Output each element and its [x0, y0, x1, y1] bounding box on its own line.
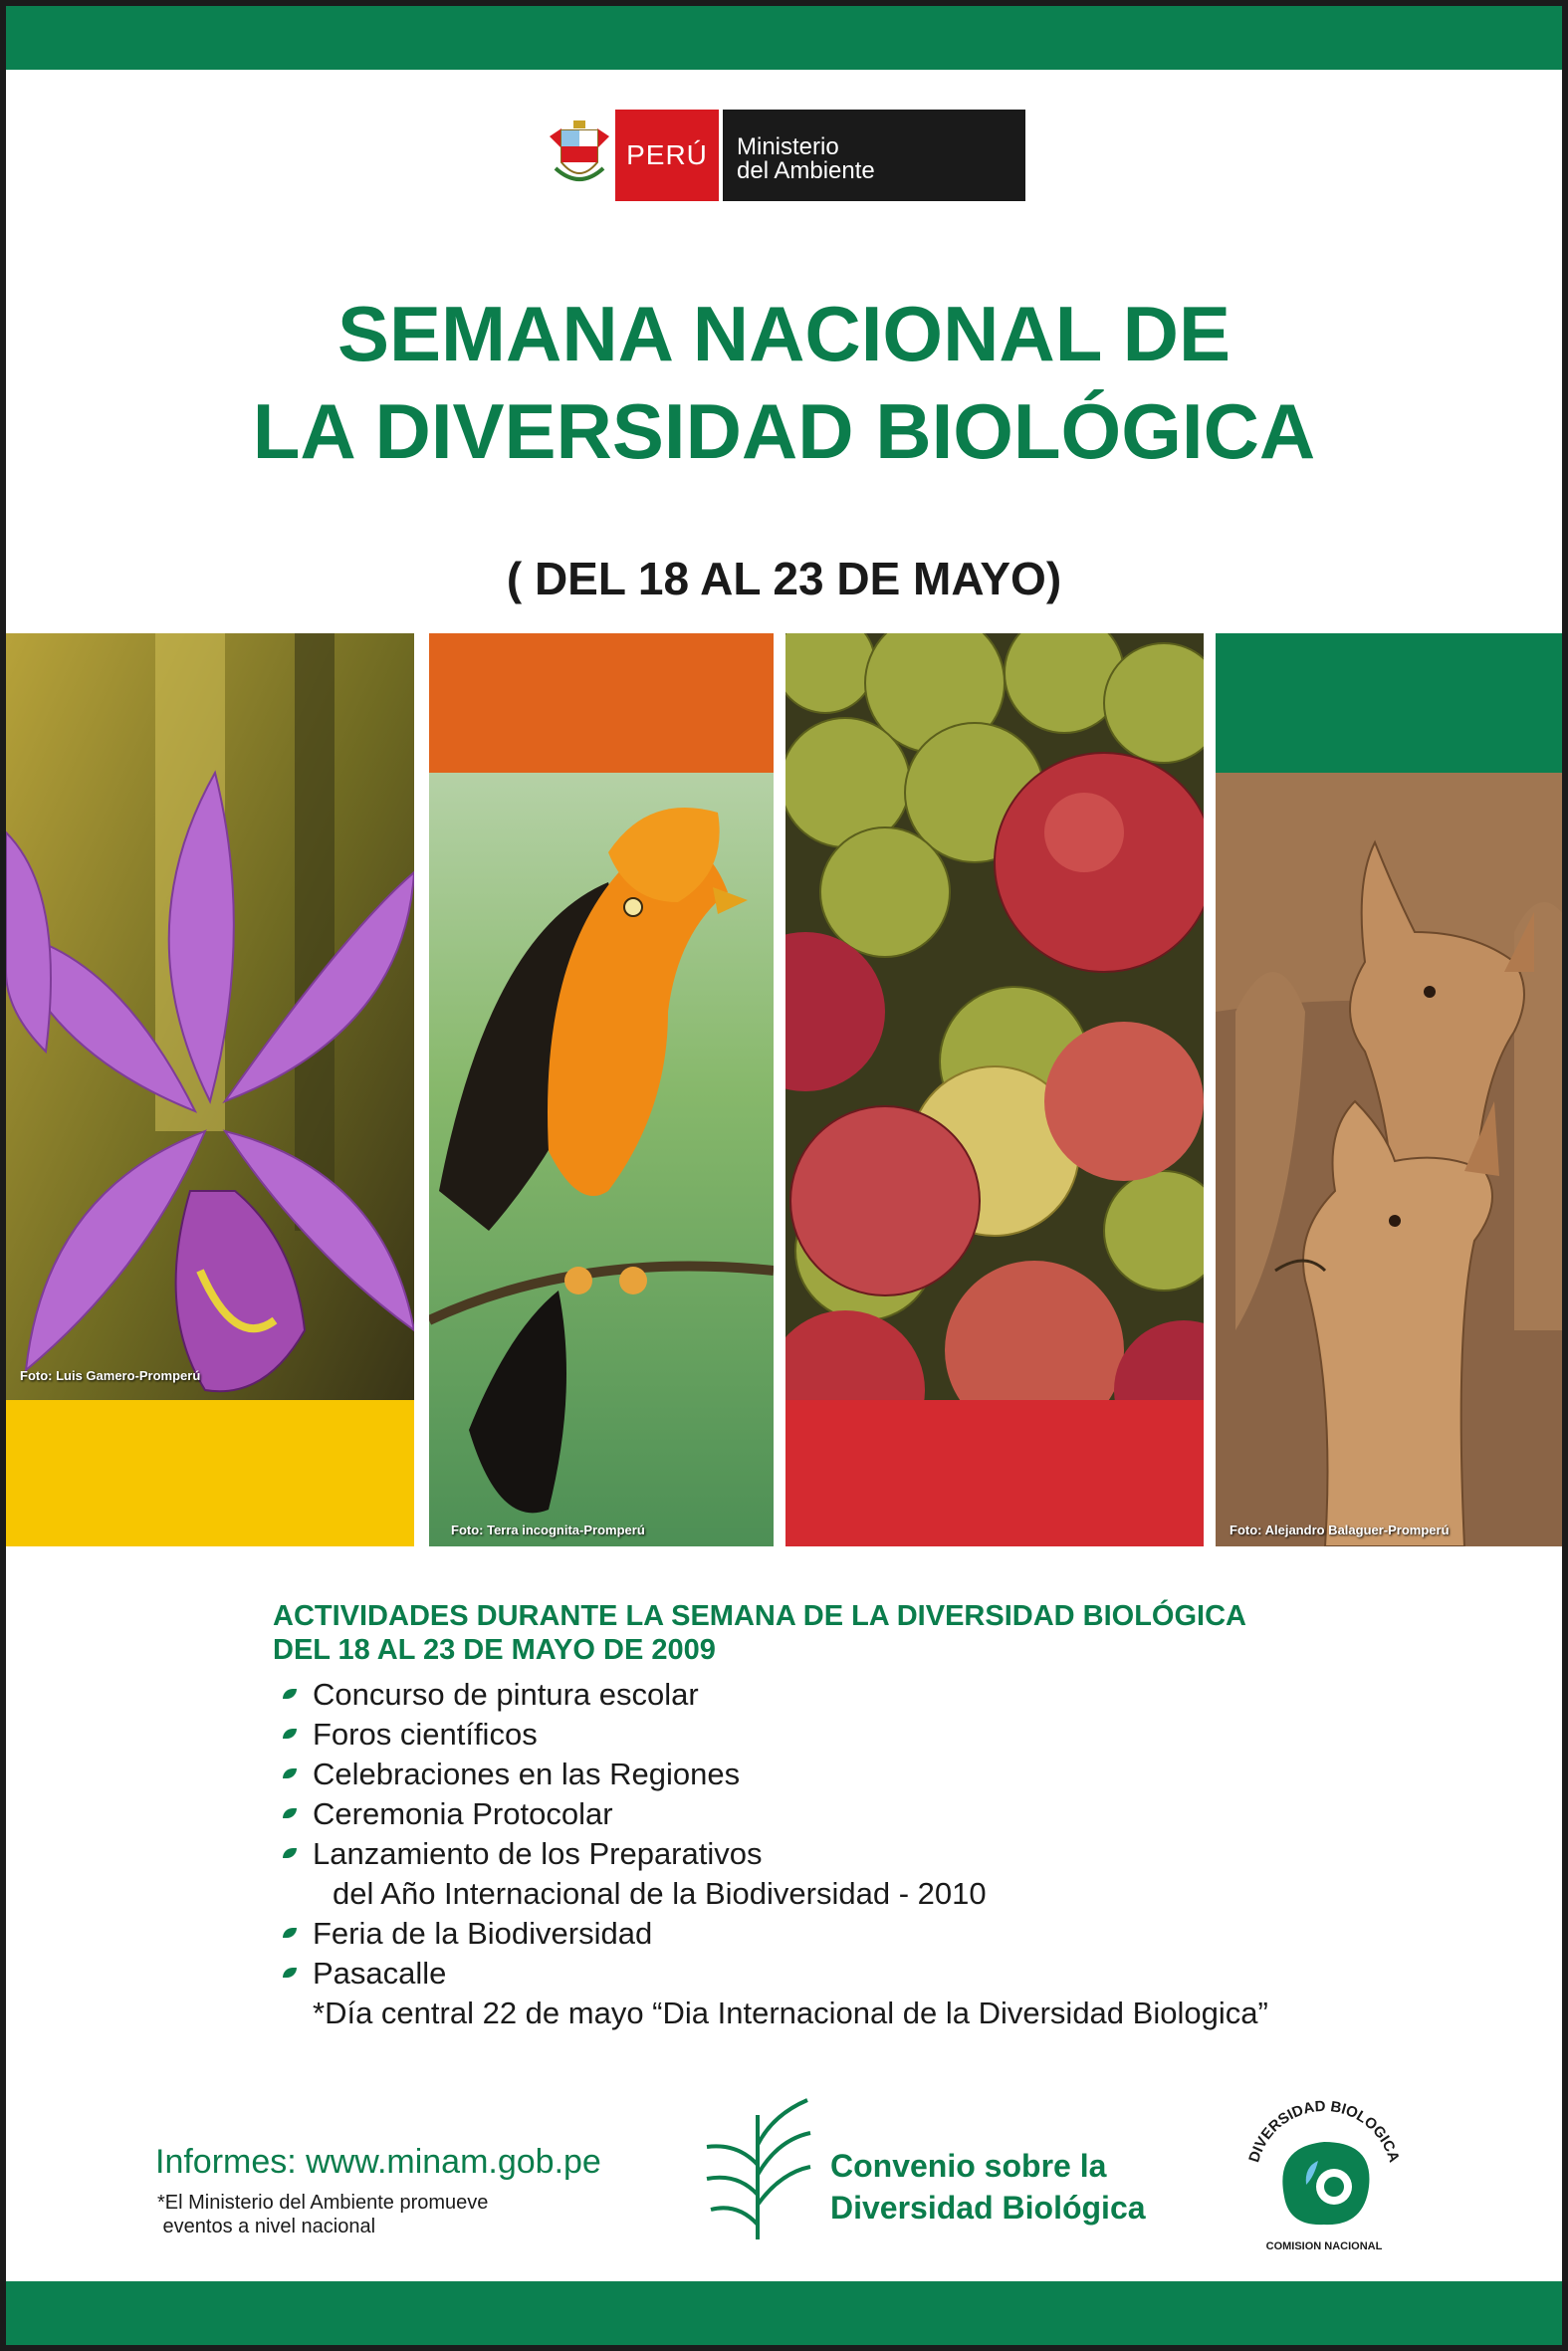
ministry-logo [544, 110, 1025, 201]
svg-text:DIVERSIDAD BIOLOGICA: DIVERSIDAD BIOLOGICA [1245, 2097, 1403, 2165]
leaf-bullet-icon [283, 1808, 297, 1818]
cbd-plant-icon [703, 2095, 812, 2244]
coat-of-arms-icon [544, 110, 615, 201]
informes-link[interactable]: Informes: www.minam.gob.pe [155, 2143, 601, 2181]
activities-title [273, 1599, 1246, 1667]
bird-photo-credit: Foto: Terra incognita-Promperú [451, 1523, 645, 1537]
orchid-photo [6, 633, 414, 1546]
leaf-bullet-icon [283, 1928, 297, 1938]
cbd-name: Convenio sobre la Diversidad Biológica [830, 2148, 1146, 2226]
list-item: Pasacalle [283, 1954, 1268, 1994]
activities-title-line-2: DEL 18 AL 23 DE MAYO DE 2009 [273, 1634, 716, 1666]
fruit-photo [785, 633, 1204, 1546]
leaf-bullet-icon [283, 1848, 297, 1858]
vicuna-photo [1216, 633, 1568, 1546]
ministry-name [719, 110, 1025, 201]
list-item-continuation: del Año Internacional de la Biodiversidad - 2010 [333, 1876, 987, 1911]
svg-text:COMISION NACIONAL: COMISION NACIONAL [1265, 2240, 1383, 2252]
central-day-note: *Día central 22 de mayo “Dia Internacional de la Diversidad Biologica” [313, 1996, 1268, 2030]
list-item: Foros científicos [283, 1715, 1268, 1755]
peru-label: PERÚ [615, 110, 719, 201]
orchid-photo-credit: Foto: Luis Gamero-Promperú [20, 1368, 201, 1383]
list-item: Lanzamiento de los Preparativos [283, 1834, 1268, 1874]
list-item: Concurso de pintura escolar [283, 1675, 1268, 1715]
event-dates: ( DEL 18 AL 23 DE MAYO) [506, 553, 1062, 604]
vicuna-photo-credit: Foto: Alejandro Balaguer-Promperú [1230, 1523, 1450, 1537]
leaf-bullet-icon [283, 1689, 297, 1699]
list-item: Celebraciones en las Regiones [283, 1755, 1268, 1794]
bottom-green-band [6, 2281, 1562, 2345]
title-line-1: SEMANA NACIONAL DE [336, 290, 1232, 377]
leaf-bullet-icon [283, 1729, 297, 1739]
activities-list [283, 1675, 1268, 2033]
title-line-2: LA DIVERSIDAD BIOLÓGICA [252, 387, 1316, 475]
biodiversity-commission-logo [1234, 2087, 1414, 2256]
list-item: Feria de la Biodiversidad [283, 1914, 1268, 1954]
ministry-note: *El Ministerio del Ambiente promueve eventos a nivel nacional [157, 2192, 489, 2237]
activities-title-line-1: ACTIVIDADES DURANTE LA SEMANA DE LA DIVERSIDAD BIOLÓGICA [273, 1600, 1246, 1632]
leaf-bullet-icon [283, 1768, 297, 1778]
page-title [6, 285, 1562, 480]
cock-of-the-rock-photo [429, 633, 774, 1546]
top-green-band [6, 6, 1562, 70]
ministry-line-2: del Ambiente [737, 157, 875, 184]
list-item: Ceremonia Protocolar [283, 1794, 1268, 1834]
leaf-bullet-icon [283, 1968, 297, 1978]
ministry-line-1: Ministerio [737, 133, 839, 160]
